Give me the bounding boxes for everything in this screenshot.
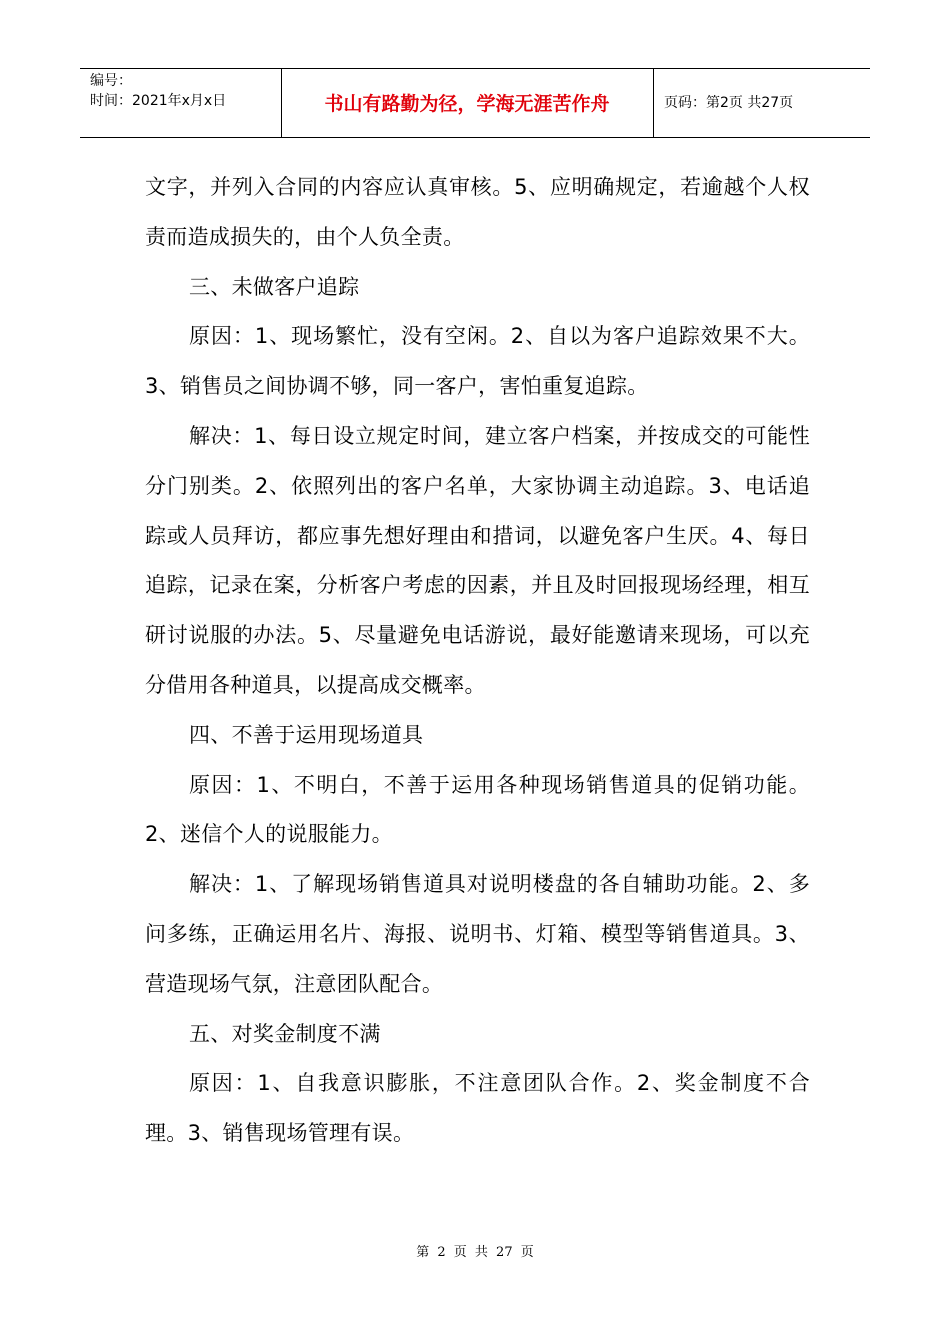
page-footer: 第 2 页 共 27 页: [416, 1245, 534, 1260]
document-body: [145, 163, 810, 1159]
paragraph-cause-5: 原因：1、自我意识膨胀，不注意团队合作。2、奖金制度不合理。3、销售现场管理有误。: [145, 1071, 810, 1146]
header-motto: 书山有路勤为径，学海无涯苦作舟: [324, 93, 610, 115]
section-heading-5: 五、对奖金制度不满: [189, 1021, 381, 1046]
section-heading-3: 三、未做客户追踪: [189, 274, 360, 299]
paragraph-continuation: 文字，并列入合同的内容应认真审核。5、应明确规定，若逾越个人权责而造成损失的，由个人负全责。: [145, 175, 810, 249]
paragraph-solution-3: 解决：1、每日设立规定时间，建立客户档案，并按成交的可能性分门别类。2、依照列出的客户名单，大家协调主动追踪。3、电话追踪或人员拜访，都应事先想好理由和措词，以避免客户生厌。4、每日追踪，记录在案，分析客户考虑的因素，并且及时回报现场经理，相互研讨说服的办法。5、尽量避免电话游说，最好能邀请来现场，可以充分借用各种道具，以提高成交概率。: [145, 423, 810, 697]
header-page-info: 页码：第2页 共27页: [664, 95, 794, 111]
section-heading-4: 四、不善于运用现场道具: [189, 722, 424, 747]
header-page-cell: [654, 69, 870, 137]
header-motto-cell: [281, 69, 654, 137]
document-number-label: 编号：: [90, 73, 132, 89]
page-header: [80, 68, 870, 138]
paragraph-cause-4: 原因：1、不明白，不善于运用各种现场销售道具的促销功能。2、迷信个人的说服能力。: [145, 772, 810, 847]
paragraph-solution-4: 解决：1、了解现场销售道具对说明楼盘的各自辅助功能。2、多问多练，正确运用名片、海报、说明书、灯箱、模型等销售道具。3、营造现场气氛，注意团队配合。: [145, 872, 810, 996]
document-date: 时间：2021年x月x日: [90, 93, 227, 109]
paragraph-cause-3: 原因：1、现场繁忙，没有空闲。2、自以为客户追踪效果不大。3、销售员之间协调不够，同一客户，害怕重复追踪。: [145, 324, 810, 399]
header-meta-cell: [80, 69, 282, 137]
